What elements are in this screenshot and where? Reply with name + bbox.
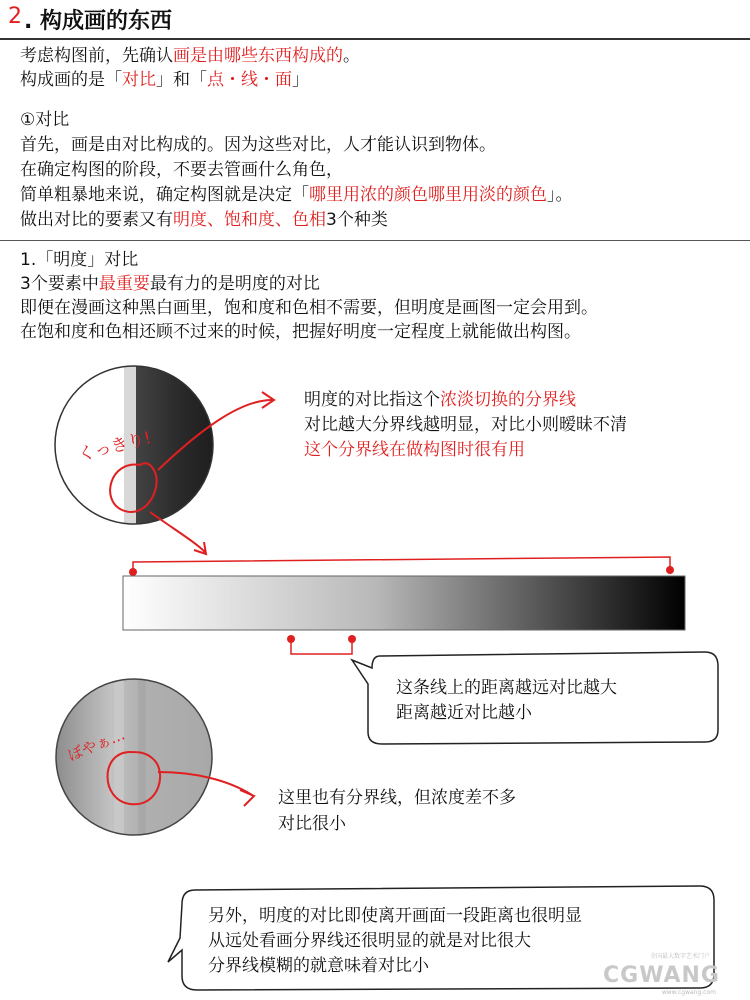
section2-text: 3个要素中 (20, 274, 99, 294)
section1-highlight: 哪里用浓的颜色哪里用淡的颜色 (309, 185, 547, 205)
note1-line-2: 对比越大分界线越明显，对比小则暧昧不清 (304, 415, 627, 435)
intro-highlight: 对比 (122, 70, 156, 90)
intro-highlight: 画是由哪些东西构成的 (173, 46, 343, 66)
arrow-to-bar (150, 512, 205, 552)
intro-highlight: 点・线・面 (207, 70, 292, 90)
section-title: . 构成画的东西 (24, 9, 173, 34)
section2-text: 最有力的是明度的对比 (149, 274, 320, 294)
section1-line-2: 在确定构图的阶段，不要去管画什么角色， (20, 160, 343, 180)
intro-text: 构成画的是「 (20, 70, 122, 90)
section1-heading: ①对比 (20, 110, 70, 130)
section2-line-3: 在饱和度和色相还顾不过来的时候，把握好明度一定程度上就能做出构图。 (20, 322, 581, 342)
bubble1-line-2: 距离越近对比越小 (396, 703, 532, 723)
note1-line-3: 这个分界线在做构图时很有用 (304, 440, 525, 460)
section1-text: 做出对比的要素又有 (20, 210, 173, 230)
section-number: 2 (8, 4, 22, 29)
section1-highlight: 明度、饱和度、色相 (173, 210, 326, 230)
intro-text: 。 (343, 46, 360, 66)
section2-highlight: 最重要 (98, 274, 150, 294)
intro-text: 考虑构图前，先确认 (20, 46, 173, 66)
handwriting-blurry: ぼやぁ… (65, 725, 128, 765)
arrowhead-icon (240, 790, 254, 806)
section1-line-1: 首先，画是由对比构成的。因为这些对比，人才能认识到物体。 (20, 135, 496, 155)
watermark-url: www.cgwang.com (661, 989, 716, 996)
bubble1-line-1: 这条线上的距离越远对比越大 (396, 678, 617, 698)
intro-text: 」和「 (156, 70, 207, 90)
section2-heading: 1.「明度」对比 (20, 250, 139, 270)
watermark-logo: CGWANG (603, 963, 720, 988)
section1-text: 3个种类 (326, 210, 388, 230)
section1-text: 简单粗暴地来说，确定构图就是决定「 (20, 185, 309, 205)
intro-text: 」 (292, 70, 309, 90)
note2-line-1: 这里也有分界线，但浓度差不多 (278, 788, 516, 808)
note1-line-1 (304, 388, 576, 412)
section2-line-2: 即便在漫画这种黑白画里，饱和度和色相不需要，但明度是画图一定会用到。 (20, 298, 598, 318)
handwriting-sharp: くっきり! (76, 428, 154, 466)
bubble2-line-3: 分界线模糊的就意味着对比小 (208, 956, 429, 976)
note1-text: 明度的对比指这个 (304, 390, 440, 410)
bubble2-line-1: 另外，明度的对比即使离开画面一段距离也很明显 (208, 906, 582, 926)
bubble2-line-2: 从远处看画分界线还很明显的就是对比很大 (208, 931, 531, 951)
section1-text: 」。 (547, 185, 573, 205)
gradient-bar (123, 557, 685, 654)
note2-line-2: 对比很小 (278, 814, 346, 834)
note1-highlight: 浓淡切换的分界线 (440, 390, 576, 410)
watermark-tagline: 全国最大数字艺术门户 (649, 953, 710, 960)
